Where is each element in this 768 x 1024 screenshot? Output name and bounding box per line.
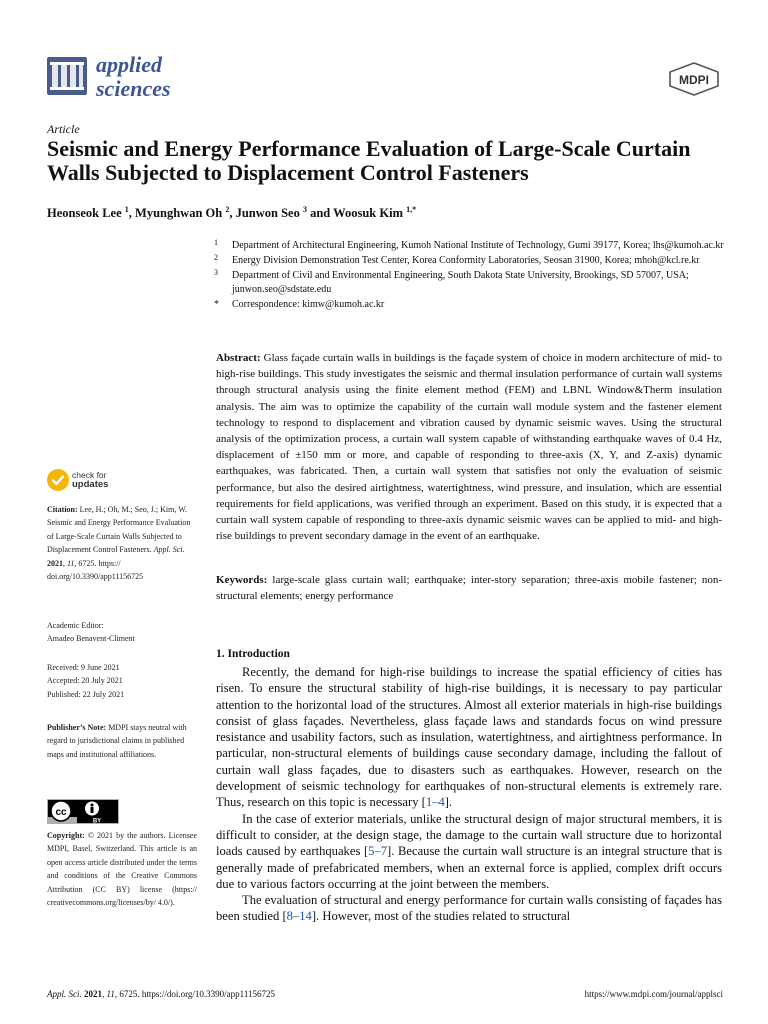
paragraph-text: . Because the curtain wall structure is an integral structure that is generally made of prefabricated members, when an external force is applied, complex drift occurs due to various factors occurring at the joint between the members. (216, 844, 723, 891)
publisher-note (47, 721, 197, 761)
journal-name-line2: sciences (96, 76, 171, 101)
journal-name (96, 53, 171, 101)
affiliation-item (214, 298, 734, 312)
footer-citation: Appl. Sci. 2021, 11, 6725. https://doi.org/10.3390/app11156725 (47, 989, 276, 999)
author-name: Heonseok Lee (47, 206, 122, 221)
citation-journal: Appl. Sci. (153, 545, 185, 555)
citation-text: Lee, H.; Oh, M.; Seo, J.; Kim, W. Seismic and Energy Performance Evaluation of Large-Scale Curtain Walls Subjected to Displacement Control Fasteners. (47, 505, 191, 555)
citation-year: 2021 (47, 558, 63, 568)
author-name: Woosuk Kim (333, 206, 403, 221)
author-name: Junwon Seo (235, 206, 300, 221)
paper-title: Seismic and Energy Performance Evaluation of Large-Scale Curtain Walls Subjected to Displacement Control Fasteners (47, 136, 691, 185)
mdpi-logo-text: MDPI (679, 73, 709, 87)
section-heading: 1. Introduction (216, 648, 290, 660)
paragraph: Recently, the demand for high-rise buildings to increase the spatial efficiency of cities has risen. To ensure the structural stability of high-rise buildings, it is necessary to pay particular attention to the horizontal load of the structures. Almost all exterior materials in high-rise buildings consist of glass façades. Nevertheless, glass façade laws and standards focus on wind pressure resistance and usability factors, such as insulation, watertightness, and airtightness performance. In particular, non-structural elements of buildings cause secondary damage, including the fallout of curtain wall glass façades, due to disasters such as earthquakes. However, research on the development of seismic technology for earthquakes of non-structural elements is extremely rare. Thus, research on this topic is necessary [1–4]. (216, 665, 722, 810)
article-type: Article (47, 122, 80, 136)
abstract-text: Glass façade curtain walls in buildings is the façade system of choice in modern architecture of mid- to high-rise buildings. This study investigates the seismic and thermal insulation performance of curtain wall systems through structural analysis using the finite element method (FEM) and LBNL Window&Therm insulation analysis. The aim was to optimize the capability of the curtain wall module system and the fastener element technology to respond to displacement and vibration caused by dynamic seismic waves. Using the structural analysis of the optimization process, a curtain wall system capable of withstanding earthquake waves of 0.4 Hz, displacement of ±150 mm or more, and capable of responding to three-axis (X, Y, and Z-axis) dynamic earthquakes, was fabricated. Then, a curtain wall system that satisfies not only the evaluation of seismic performance, but also the desired airtightness, watertightness, wind pressure, and insulation, which are essential requirements for field applications, was verified through an experiment. Based on this study, it is expected that a curtain wall system capable of responding to three-axis dynamic seismic waves can be applied to mid- and high-rise buildings to prevent secondary damage in the event of an earthquake. (216, 352, 722, 543)
paragraph: In the case of exterior materials, unlike the structural design of major structural members, it is difficult to consider, at the design stage, the damage to the curtain wall structure due to horizontal loads caused by earthquakes [5–7]. Because the curtain wall structure is an integral structure that is generally made of prefabricated members, when an external force is applied, complex drift occurs due to various factors occurring at the joint between the members. (216, 811, 723, 891)
citation-doi[interactable]: doi.org/10.3390/app11156725 (47, 572, 144, 582)
citation-block: Citation: Lee, H.; Oh, M.; Seo, J.; Kim, W. Seismic and Energy Performance Evaluation of Large-Scale Curtain Walls Subjected to Displacement Control Fasteners. Appl. Sci. 2021, 11, 6725. https:// doi.org/10.3390/app11156725 (47, 505, 191, 582)
check-updates-line1: check for (72, 470, 107, 480)
author-name: Myunghwan Oh (135, 206, 223, 221)
abstract (216, 350, 722, 544)
citation-link[interactable]: 1–4 (425, 795, 445, 810)
affiliation-mark: 1 (214, 238, 218, 247)
keywords-text: large-scale glass curtain wall; earthquake; inter-story separation; three-axis mobile fastener; non-structural elements; energy performance (216, 574, 723, 602)
check-for-updates-badge[interactable] (47, 469, 147, 495)
copyright-text: © 2021 by the authors. Licensee MDPI, Basel, Switzerland. This article is an open access article distributed under the terms and conditions of the Creative Commons Attribution (CC BY) license (https:// creativecommons.org/licenses/by/ 4.0/). (47, 831, 198, 908)
keywords-label: Keywords: (216, 574, 268, 586)
footer-year: 2021 (84, 989, 102, 999)
published-date: Published: 22 July 2021 (47, 689, 125, 699)
cc-by-license-icon[interactable] (47, 799, 119, 824)
affiliation-mark: * (214, 299, 219, 310)
keywords (216, 572, 722, 604)
author-affil-mark: 1,* (406, 205, 417, 214)
citation-label: Citation: (47, 505, 78, 514)
journal-name-line1: applied (96, 52, 162, 77)
affiliation-text: Department of Civil and Environmental Engineering, South Dakota State University, Brookings, SD 57007, USA; junwon.seo@sdstate.edu (232, 270, 689, 295)
paragraph: The evaluation of structural and energy performance for curtain walls consisting of façades has been studied [8–14]. However, most of the studies related to structural (216, 893, 722, 924)
introduction-body (216, 664, 722, 925)
check-updates-icon (47, 469, 69, 491)
affiliation-text: Department of Architectural Engineering, Kumoh National Institute of Technology, Gumi 39177, Korea; lhs@kumoh.ac.kr (232, 240, 724, 251)
citation-pages: , 6725. https:// (74, 558, 121, 568)
paragraph-text: . However, most of the studies related to structural (316, 909, 571, 924)
footer-journal: Appl. Sci. (47, 989, 82, 999)
paragraph-text: The evaluation of structural and energy performance for curtain walls consisting of façades has been studied (216, 893, 722, 924)
publisher-note-label: Publisher’s Note: (47, 723, 107, 732)
citation-volume: 11 (67, 558, 75, 568)
copyright-label: Copyright: (47, 831, 85, 840)
citation-link[interactable]: 8–14 (286, 909, 312, 924)
footer-journal-url[interactable]: https://www.mdpi.com/journal/applsci (584, 989, 723, 999)
author-affil-mark: 3 (302, 205, 307, 214)
editor-label: Academic Editor: (47, 621, 104, 630)
footer-doi[interactable]: , 6725. https://doi.org/10.3390/app11156725 (114, 989, 276, 999)
affiliation-item (214, 269, 734, 297)
journal-logo (47, 57, 87, 95)
footer-volume: 11 (106, 989, 115, 999)
abstract-label: Abstract: (216, 352, 261, 364)
accepted-date: Accepted: 20 July 2021 (47, 676, 123, 686)
publication-dates (47, 661, 197, 701)
affiliation-item (214, 239, 734, 253)
cc-badge-label: BY (92, 818, 102, 824)
citation-link[interactable]: 5–7 (368, 844, 388, 859)
affiliation-text: Correspondence: kimw@kumoh.ac.kr (232, 299, 385, 310)
affiliation-mark: 2 (214, 253, 218, 262)
paragraph-text: Recently, the demand for high-rise buildings to increase the spatial efficiency of cities has risen. To ensure the structural stability of high-rise buildings, it is necessary to pay particular attention to the horizontal load of the structures. Almost all exterior materials in high-rise buildings consist of glass façades. Nevertheless, glass façade laws and standards focus on wind pressure resistance and usability factors, such as insulation, watertightness, and airtightness performance. In particular, non-structural elements of buildings cause secondary damage, including the fallout of curtain wall glass façades, due to disasters such as earthquakes. However, research on the development of seismic technology for earthquakes of non-structural elements is extremely rare. Thus, research on this topic is necessary (216, 665, 722, 810)
author-affil-mark: 1 (124, 205, 129, 214)
check-updates-line2: updates (72, 479, 109, 490)
paragraph-text: In the case of exterior materials, unlike the structural design of major structural members, it is difficult to consider, at the design stage, the damage to the curtain wall structure due to horizontal loads caused by earthquakes (216, 811, 722, 859)
publisher-note-text: MDPI stays neutral with regard to jurisdictional claims in published maps and institutional affiliations. (47, 723, 187, 759)
editor-name: Amadeo Benavent-Climent (47, 634, 135, 644)
mdpi-logo (668, 62, 720, 96)
author-affil-mark: 2 (225, 205, 230, 214)
received-date: Received: 9 June 2021 (47, 663, 120, 672)
copyright-notice (47, 829, 197, 909)
academic-editor (47, 619, 197, 646)
author-list: Heonseok Lee $^1$, Myunghwan Oh $^2$, Junwon Seo $^3$ and Woosuk Kim $^{1,*}$ (47, 205, 417, 221)
affiliation-text: Energy Division Demonstration Test Center, Korea Conformity Laboratories, Seosan 31900, Korea; mhoh@kcl.re.kr (232, 255, 700, 266)
svg-text:cc: cc (55, 807, 67, 818)
affiliation-item (214, 254, 734, 268)
affiliation-mark: 3 (214, 268, 218, 277)
check-updates-text (72, 471, 108, 489)
affiliations (214, 239, 734, 313)
